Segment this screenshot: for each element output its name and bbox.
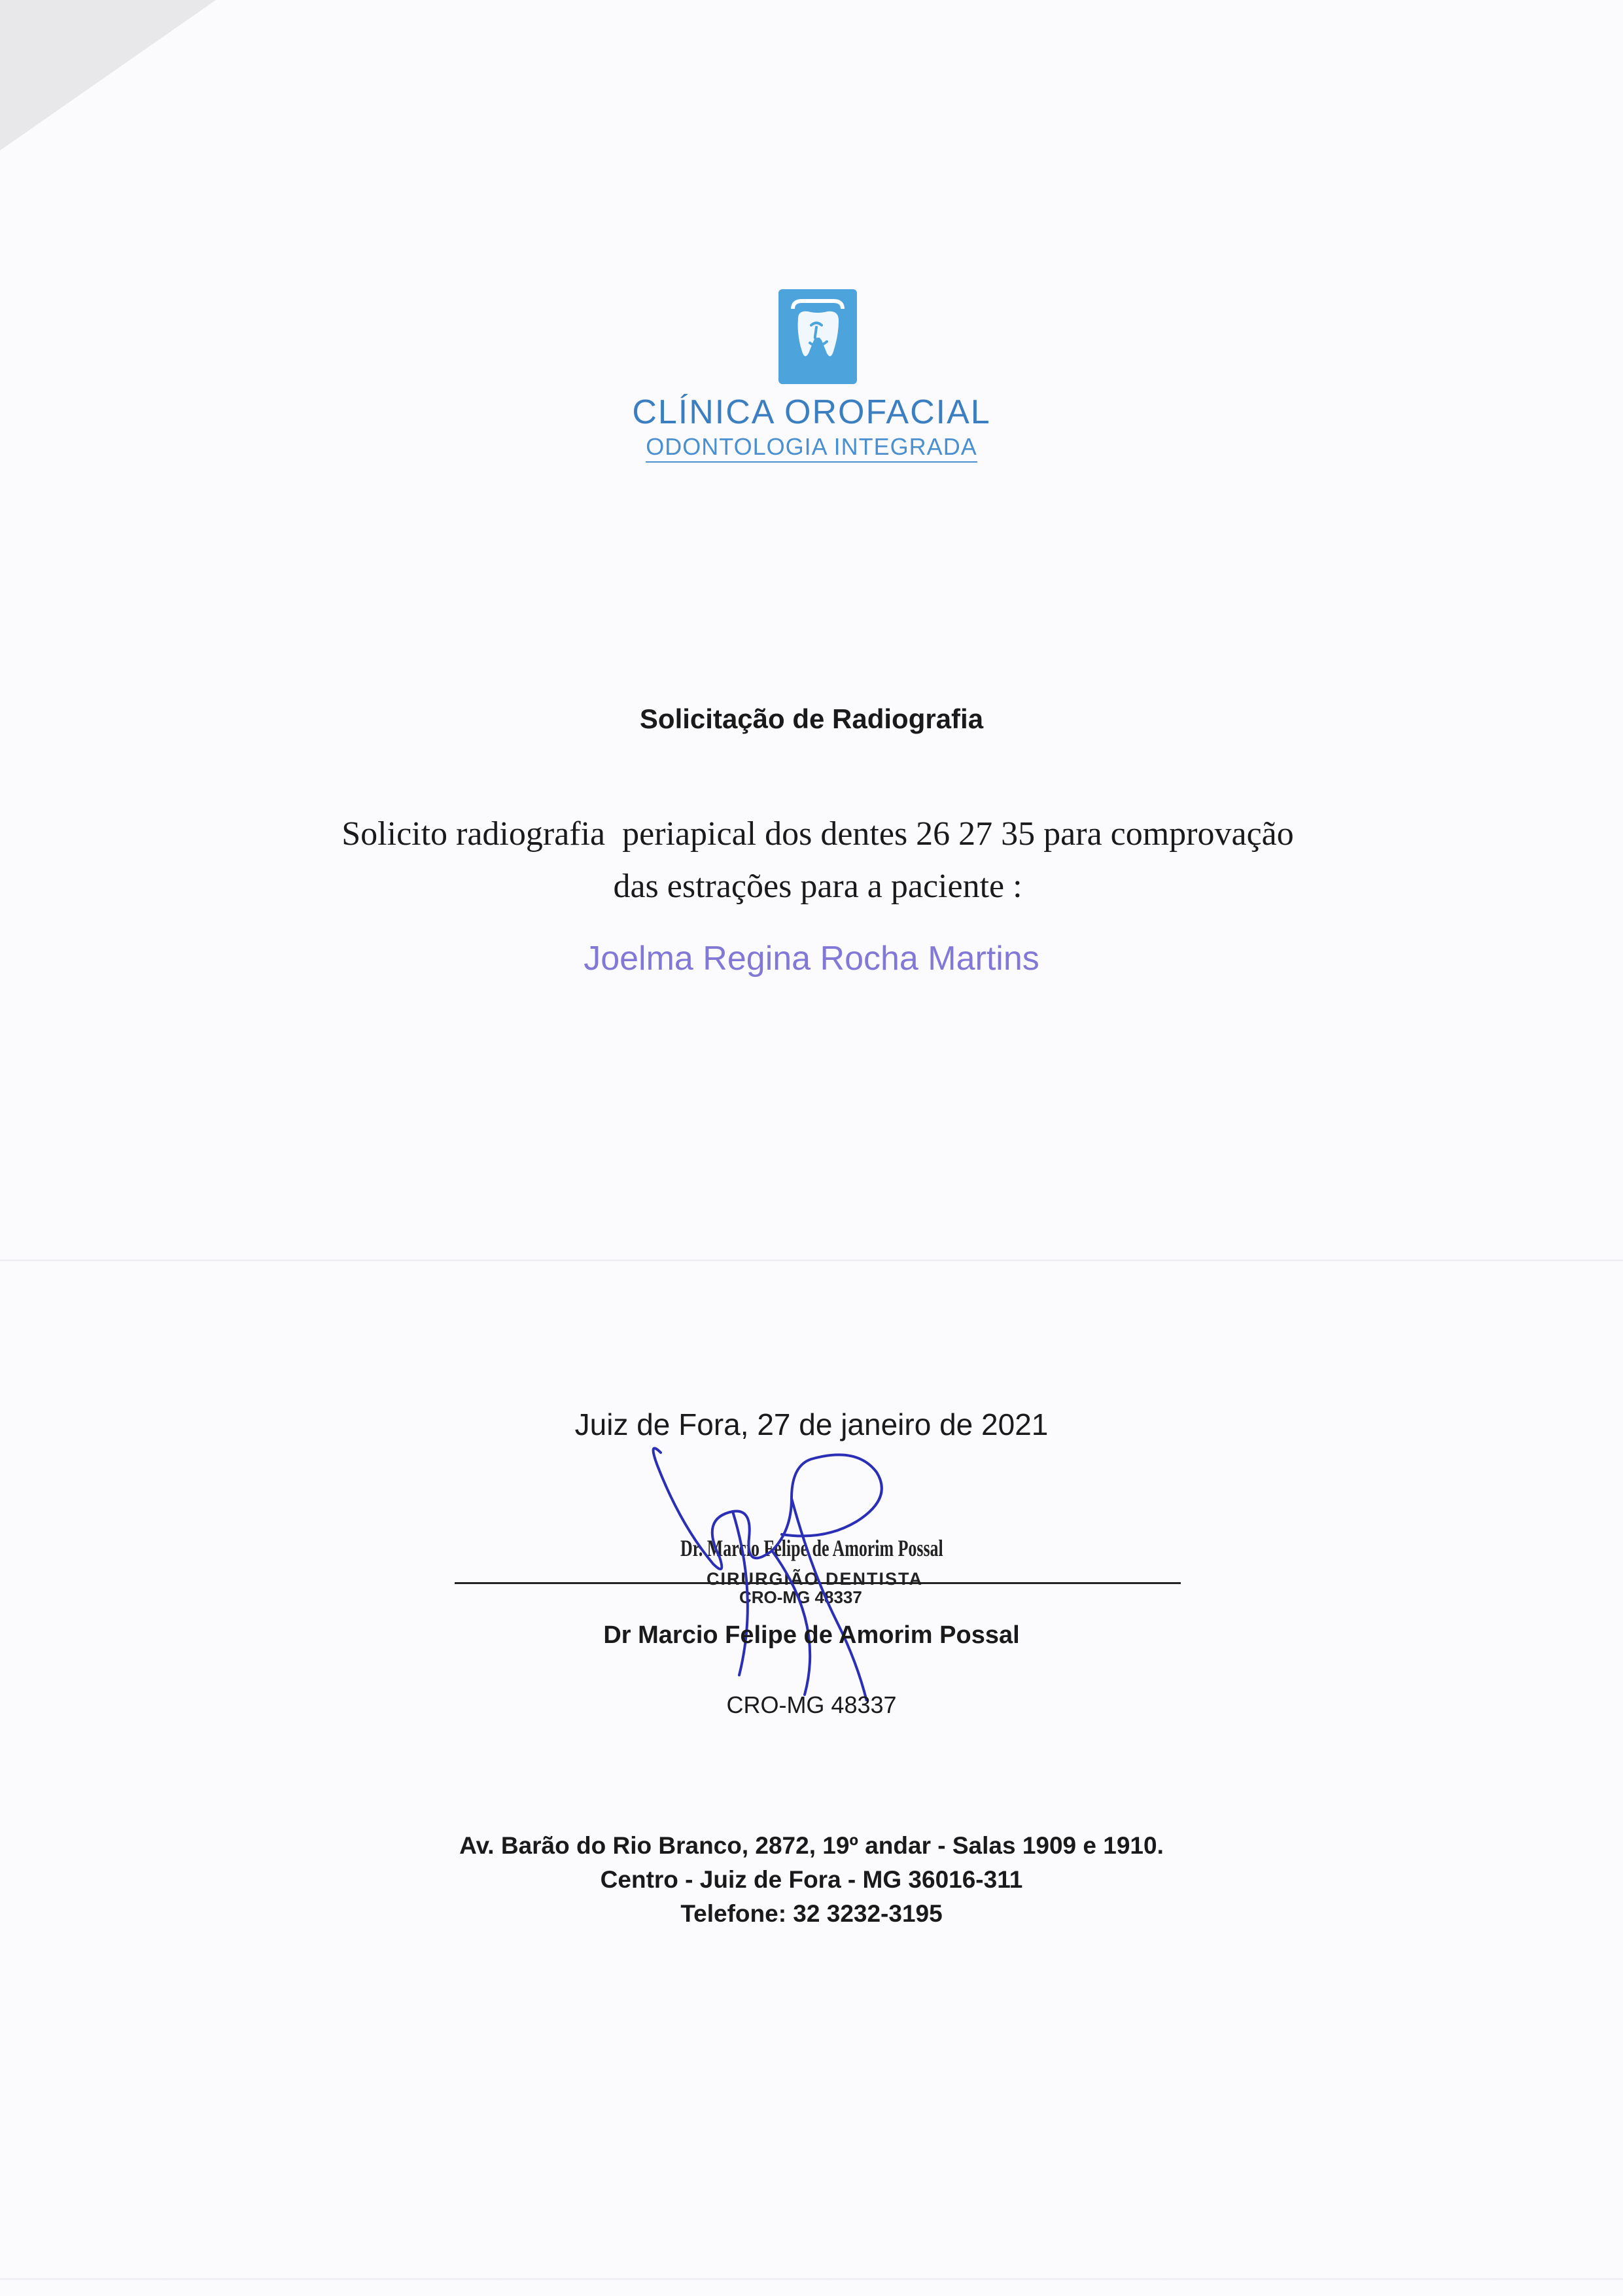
clinic-subtitle-text: ODONTOLOGIA INTEGRADA — [646, 433, 977, 463]
request-line-2: das estrações para a paciente : — [613, 868, 1022, 905]
address-line-1: Av. Barão do Rio Branco, 2872, 19º andar - Salas 1909 e 1910. — [459, 1832, 1164, 1859]
folded-corner — [0, 0, 216, 150]
paper-fold-line — [0, 1260, 1623, 1262]
handwritten-signature — [641, 1426, 994, 1701]
patient-name: Joelma Regina Rocha Martins — [584, 940, 1039, 978]
phone-line: Telefone: 32 3232-3195 — [680, 1900, 943, 1927]
stamp-role: CIRURGIÃO DENTISTA — [707, 1569, 923, 1589]
clinic-name: CLÍNICA OROFACIAL — [632, 393, 991, 431]
clinic-subtitle — [0, 433, 1623, 461]
doctor-name: Dr Marcio Felipe de Amorim Possal — [603, 1621, 1020, 1649]
clinic-address — [0, 1829, 1623, 1931]
doctor-cro: CRO-MG 48337 — [726, 1691, 897, 1718]
stamp-cro: CRO-MG 48337 — [739, 1587, 862, 1607]
request-text — [196, 808, 1439, 913]
paper-fold-line — [0, 2278, 1623, 2280]
document-title: Solicitação de Radiografia — [639, 703, 984, 734]
request-line-1: Solicito radiografia periapical dos dentes 26 27 35 para comprovação — [341, 815, 1294, 853]
tooth-face-logo-icon — [778, 289, 857, 384]
stamp-doctor-name: Dr. Marcio Felipe de Amorim Possal — [680, 1535, 943, 1561]
date-line: Juiz de Fora, 27 de janeiro de 2021 — [574, 1407, 1049, 1441]
address-line-2: Centro - Juiz de Fora - MG 36016-311 — [600, 1866, 1023, 1893]
